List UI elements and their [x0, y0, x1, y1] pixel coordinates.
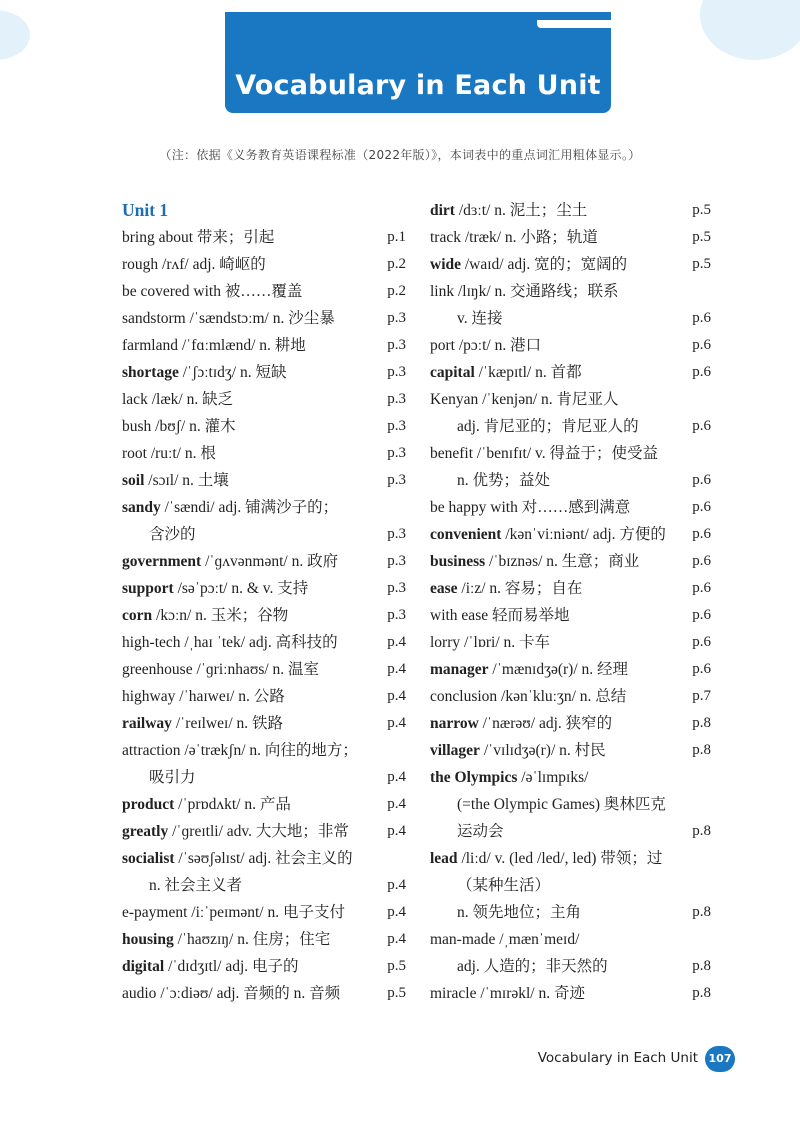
entry-text	[122, 310, 335, 327]
banner-tab	[537, 20, 621, 28]
headword: be covered with	[122, 283, 221, 300]
page-number-badge: 107	[705, 1046, 735, 1072]
decorative-circle	[700, 0, 800, 60]
page-ref: p.6	[692, 607, 711, 623]
entry-text: （某种生活）	[457, 877, 551, 894]
definition: /kənˈkluːʒn/ n. 总结	[497, 688, 627, 705]
page-ref: p.8	[692, 958, 711, 974]
entry-text	[430, 229, 598, 246]
vocab-entry	[430, 683, 711, 710]
definition: /ˈkæpɪtl/ n. 首都	[474, 364, 582, 381]
page-ref: p.6	[692, 337, 711, 353]
page-ref: p.6	[692, 364, 711, 380]
definition: /ˈɡʌvənmənt/ n. 政府	[201, 553, 339, 570]
page-ref: p.6	[692, 661, 711, 677]
vocab-entry	[430, 710, 711, 737]
entry-text	[122, 796, 291, 813]
entry-text	[430, 553, 639, 570]
page-ref: p.8	[692, 823, 711, 839]
vocab-entry	[122, 710, 406, 737]
entry-text	[122, 229, 274, 246]
page-ref: p.6	[692, 499, 711, 515]
vocab-entry	[122, 791, 406, 818]
vocab-entry	[122, 656, 406, 683]
headword: miracle	[430, 985, 477, 1002]
page-ref: p.3	[387, 445, 406, 461]
vocab-entry	[122, 953, 406, 980]
vocab-entry	[122, 359, 406, 386]
definition: /ˈreɪlweɪ/ n. 铁路	[171, 715, 283, 732]
vocab-entry	[430, 521, 711, 548]
headword: benefit	[430, 445, 474, 462]
headword: high-tech	[122, 634, 181, 651]
entry-text	[430, 202, 587, 219]
page-ref: p.6	[692, 553, 711, 569]
vocab-entry	[122, 440, 406, 467]
definition: /əˈlɪmpɪks/	[517, 769, 589, 786]
entry-text	[122, 499, 338, 516]
entry-text: n. 优势；益处	[457, 472, 551, 489]
entry-text	[122, 364, 286, 381]
entry-text	[122, 715, 283, 732]
footer-title: Vocabulary in Each Unit	[537, 1050, 698, 1066]
entry-text: n. 领先地位；主角	[457, 904, 582, 921]
entry-continuation	[430, 791, 711, 818]
vocab-entry	[122, 602, 406, 629]
vocab-entry	[430, 332, 711, 359]
entry-text	[122, 337, 306, 354]
vocab-entry	[122, 575, 406, 602]
definition: /ˈbɪznəs/ n. 生意；商业	[485, 553, 640, 570]
vocab-entry	[430, 656, 711, 683]
headword: sandstorm	[122, 310, 186, 327]
definition: /ˈprɒdʌkt/ n. 产品	[174, 796, 291, 813]
definition: /səˈpɔːt/ n. & v. 支持	[173, 580, 309, 597]
page-ref: p.3	[387, 580, 406, 596]
vocab-entry	[122, 629, 406, 656]
entry-text	[430, 256, 627, 273]
page-ref: p.4	[387, 769, 406, 785]
page-ref: p.3	[387, 472, 406, 488]
entry-text	[122, 580, 308, 597]
entry-text	[122, 553, 338, 570]
page-ref: p.4	[387, 796, 406, 812]
headword: sandy	[122, 499, 161, 516]
headword: ease	[430, 580, 458, 597]
page-ref: p.8	[692, 985, 711, 1001]
entry-text	[430, 337, 541, 354]
decorative-circle	[0, 10, 30, 60]
page-ref: p.6	[692, 580, 711, 596]
headword: digital	[122, 958, 165, 975]
entry-text	[430, 364, 582, 381]
vocab-entry	[430, 440, 711, 467]
headword: rough	[122, 256, 159, 273]
headword: conclusion	[430, 688, 498, 705]
definition: /ˈnærəʊ/ adj. 狭窄的	[478, 715, 613, 732]
headword: corn	[122, 607, 153, 624]
definition: /iːz/ n. 容易；自在	[457, 580, 583, 597]
headword: the Olympics	[430, 769, 518, 786]
vocab-entry	[122, 548, 406, 575]
entry-text	[430, 715, 612, 732]
vocab-entry	[430, 224, 711, 251]
headword: business	[430, 553, 486, 570]
entry-text: adj. 人造的；非天然的	[457, 958, 608, 975]
entry-text	[122, 661, 319, 678]
definition: /ˈɔːdiəʊ/ adj. 音频的 n. 音频	[156, 985, 341, 1002]
vocab-entry	[430, 629, 711, 656]
left-column	[122, 197, 406, 1007]
definition: /ˈɡriːnhaʊs/ n. 温室	[192, 661, 320, 678]
headword: capital	[430, 364, 475, 381]
title-banner	[225, 12, 611, 113]
entry-text	[122, 391, 233, 408]
entry-continuation	[122, 764, 406, 791]
definition: /sɔɪl/ n. 土壤	[144, 472, 229, 489]
entry-text	[430, 580, 582, 597]
page-ref: p.3	[387, 310, 406, 326]
entry-text	[122, 904, 345, 921]
entry-text	[122, 418, 236, 435]
vocab-entry	[430, 386, 711, 413]
page-ref: p.3	[387, 391, 406, 407]
definition: /bʊʃ/ n. 灌木	[151, 418, 236, 435]
page-ref: p.8	[692, 904, 711, 920]
page-ref: p.3	[387, 607, 406, 623]
headword: Kenyan	[430, 391, 479, 408]
headword: man-made	[430, 931, 496, 948]
vocab-entry	[430, 845, 711, 872]
vocab-entry	[430, 737, 711, 764]
entry-text	[430, 526, 666, 543]
entry-text	[430, 850, 662, 867]
vocab-entry	[122, 926, 406, 953]
vocab-entry	[430, 926, 711, 953]
definition: 被……覆盖	[221, 283, 303, 300]
entry-text: n. 社会主义者	[149, 877, 243, 894]
definition: /əˈtrækʃn/ n. 向往的地方；	[180, 742, 358, 759]
headword: socialist	[122, 850, 175, 867]
page-ref: p.4	[387, 634, 406, 650]
page-ref: p.4	[387, 904, 406, 920]
entry-text	[122, 931, 330, 948]
page-ref: p.5	[692, 256, 711, 272]
page-ref: p.3	[387, 526, 406, 542]
definition: /ˈsəʊʃəlɪst/ adj. 社会主义的	[174, 850, 353, 867]
entry-text: (=the Olympic Games) 奥林匹克	[457, 796, 666, 813]
note-text: （注：依据《义务教育英语课程标准（2022年版）》，本词表中的重点词汇用粗体显示。）	[159, 148, 641, 162]
entry-text	[430, 283, 619, 300]
definition: /ˈsændstɔːm/ n. 沙尘暴	[185, 310, 335, 327]
vocab-entry	[122, 494, 406, 521]
entry-text	[430, 391, 619, 408]
entry-text: v. 连接	[457, 310, 503, 327]
entry-text	[122, 283, 302, 300]
entry-text: 吸引力	[149, 769, 196, 786]
page-ref: p.4	[387, 931, 406, 947]
page-ref: p.5	[692, 229, 711, 245]
definition: /ˈlɒri/ n. 卡车	[460, 634, 551, 651]
entry-text: 运动会	[457, 823, 504, 840]
entry-text: 含沙的	[149, 526, 196, 543]
entry-continuation	[122, 521, 406, 548]
definition: /ˈhaɪweɪ/ n. 公路	[175, 688, 285, 705]
vocab-entry	[122, 332, 406, 359]
entry-continuation	[122, 872, 406, 899]
entry-continuation	[430, 467, 711, 494]
definition: /ˈbenɪfɪt/ v. 得益于；使受益	[473, 445, 659, 462]
vocab-entry	[122, 683, 406, 710]
definition: /ˈɡreɪtli/ adv. 大大地；非常	[168, 823, 349, 840]
entry-continuation	[430, 899, 711, 926]
headword: track	[430, 229, 461, 246]
page-ref: p.4	[387, 661, 406, 677]
definition: /lɪŋk/ n. 交通路线；联系	[454, 283, 619, 300]
entry-text	[122, 634, 338, 651]
definition: /waɪd/ adj. 宽的；宽阔的	[461, 256, 628, 273]
definition: /ˈmænɪdʒə(r)/ n. 经理	[488, 661, 629, 678]
page-ref: p.3	[387, 553, 406, 569]
vocab-entry	[122, 467, 406, 494]
headword: bush	[122, 418, 152, 435]
vocab-entry	[430, 197, 711, 224]
headword: villager	[430, 742, 480, 759]
entry-text	[122, 958, 299, 975]
headword: audio	[122, 985, 157, 1002]
definition: /ˈvɪlɪdʒə(r)/ n. 村民	[479, 742, 606, 759]
entry-continuation	[430, 872, 711, 899]
entry-text	[430, 634, 550, 651]
headword: shortage	[122, 364, 179, 381]
headword: greenhouse	[122, 661, 193, 678]
vocab-entry	[122, 278, 406, 305]
entry-text	[430, 607, 570, 624]
page-ref: p.2	[387, 256, 406, 272]
headword: attraction	[122, 742, 181, 759]
definition: /ˈʃɔːtɪdʒ/ n. 短缺	[178, 364, 287, 381]
vocab-entry	[430, 575, 711, 602]
definition: /liːd/ v. (led /led/, led) 带领；过	[457, 850, 663, 867]
headword: be happy with	[430, 499, 518, 516]
vocab-entry	[430, 764, 711, 791]
entry-text	[430, 931, 579, 948]
entry-text	[122, 688, 285, 705]
page-ref: p.6	[692, 634, 711, 650]
definition: /iːˈpeɪmənt/ n. 电子支付	[187, 904, 345, 921]
vocab-entry	[122, 251, 406, 278]
headword: soil	[122, 472, 145, 489]
definition: /træk/ n. 小路；轨道	[460, 229, 598, 246]
definition: /læk/ n. 缺乏	[147, 391, 234, 408]
page-ref: p.5	[387, 985, 406, 1001]
page-ref: p.6	[692, 472, 711, 488]
right-column	[430, 197, 711, 1007]
page-ref: p.5	[387, 958, 406, 974]
headword: dirt	[430, 202, 455, 219]
page-ref: p.8	[692, 742, 711, 758]
entry-continuation	[430, 953, 711, 980]
page-ref: p.4	[387, 715, 406, 731]
definition: /rʌf/ adj. 崎岖的	[158, 256, 266, 273]
entry-text	[122, 742, 358, 759]
headword: farmland	[122, 337, 178, 354]
page-ref: p.4	[387, 877, 406, 893]
entry-continuation	[430, 305, 711, 332]
vocab-entry	[430, 548, 711, 575]
vocab-entry	[122, 818, 406, 845]
entry-text	[430, 985, 585, 1002]
definition: /ˈfɑːmlænd/ n. 耕地	[177, 337, 306, 354]
entry-text	[122, 472, 229, 489]
vocab-entry	[122, 845, 406, 872]
headword: government	[122, 553, 202, 570]
entry-text	[430, 661, 628, 678]
vocab-entry	[430, 251, 711, 278]
vocab-entry	[122, 224, 406, 251]
headword: with ease	[430, 607, 489, 624]
headword: narrow	[430, 715, 479, 732]
page-ref: p.3	[387, 364, 406, 380]
headword: lack	[122, 391, 148, 408]
entry-text	[430, 688, 626, 705]
headword: lead	[430, 850, 458, 867]
entry-text	[122, 985, 340, 1002]
vocab-entry	[430, 359, 711, 386]
headword: support	[122, 580, 174, 597]
headword: greatly	[122, 823, 169, 840]
headword: product	[122, 796, 175, 813]
entry-text	[122, 607, 288, 624]
entry-text	[430, 445, 658, 462]
definition: /ˌmænˈmeɪd/	[495, 931, 580, 948]
vocab-entry	[122, 413, 406, 440]
page-ref: p.2	[387, 283, 406, 299]
vocab-entry	[122, 899, 406, 926]
page-ref: p.6	[692, 526, 711, 542]
page-ref: p.6	[692, 310, 711, 326]
headword: manager	[430, 661, 489, 678]
entry-text	[122, 256, 266, 273]
entry-continuation	[430, 413, 711, 440]
entry-text	[430, 742, 606, 759]
headword: port	[430, 337, 455, 354]
page-ref: p.6	[692, 418, 711, 434]
definition: 对……感到满意	[517, 499, 631, 516]
definition: /pɔːt/ n. 港口	[454, 337, 542, 354]
headword: link	[430, 283, 455, 300]
entry-text	[122, 823, 349, 840]
headword: wide	[430, 256, 461, 273]
headword: housing	[122, 931, 174, 948]
page-title: Vocabulary in Each Unit	[235, 70, 601, 101]
entry-text: adj. 肯尼亚的；肯尼亚人的	[457, 418, 639, 435]
headword: root	[122, 445, 147, 462]
page-ref: p.3	[387, 337, 406, 353]
definition: /ˈdɪdʒɪtl/ adj. 电子的	[164, 958, 299, 975]
page-ref: p.5	[692, 202, 711, 218]
definition: /ˈkenjən/ n. 肯尼亚人	[478, 391, 619, 408]
entry-text	[122, 445, 216, 462]
page-ref: p.7	[692, 688, 711, 704]
definition: 带来；引起	[193, 229, 275, 246]
page-ref: p.4	[387, 823, 406, 839]
headword: railway	[122, 715, 172, 732]
headword: bring about	[122, 229, 194, 246]
vocab-entry	[122, 386, 406, 413]
entry-continuation	[430, 818, 711, 845]
definition: /ˈhaʊzɪŋ/ n. 住房；住宅	[173, 931, 331, 948]
definition: /ruːt/ n. 根	[146, 445, 216, 462]
vocab-entry	[430, 602, 711, 629]
vocab-entry	[430, 494, 711, 521]
vocab-entry	[122, 305, 406, 332]
headword: e-payment	[122, 904, 188, 921]
page-ref: p.3	[387, 418, 406, 434]
definition: /ˌhaɪ ˈtek/ adj. 高科技的	[180, 634, 338, 651]
definition: /kɔːn/ n. 玉米；谷物	[152, 607, 289, 624]
unit-heading: Unit 1	[122, 200, 169, 220]
definition: /ˈsændi/ adj. 铺满沙子的；	[160, 499, 339, 516]
vocab-entry	[122, 737, 406, 764]
definition: 轻而易举地	[488, 607, 570, 624]
entry-text	[122, 850, 353, 867]
headword: convenient	[430, 526, 502, 543]
vocab-entry	[430, 980, 711, 1007]
page-ref: p.4	[387, 688, 406, 704]
entry-text	[430, 769, 588, 786]
page-ref: p.8	[692, 715, 711, 731]
entry-text	[430, 499, 630, 516]
vocab-entry	[430, 278, 711, 305]
vocab-entry	[122, 980, 406, 1007]
definition: /kənˈviːniənt/ adj. 方便的	[501, 526, 666, 543]
headword: lorry	[430, 634, 461, 651]
definition: /dɜːt/ n. 泥土；尘土	[454, 202, 588, 219]
page-ref: p.1	[387, 229, 406, 245]
definition: /ˈmɪrəkl/ n. 奇迹	[476, 985, 585, 1002]
headword: highway	[122, 688, 176, 705]
